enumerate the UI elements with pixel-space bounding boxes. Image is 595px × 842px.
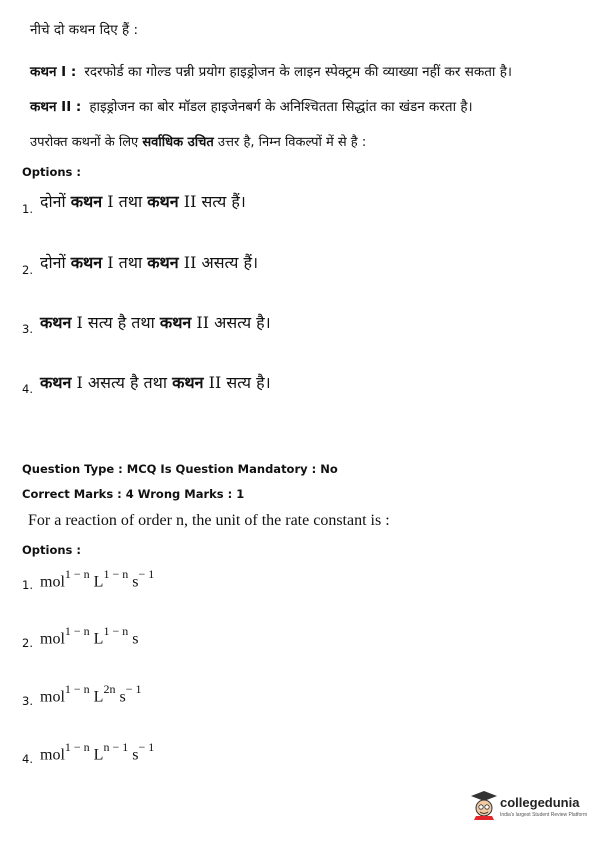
q1-option-1[interactable]: दोनों कथन I तथा कथन II सत्य हैं। <box>40 192 246 211</box>
q2-option-4[interactable]: mol$^{1 - n}$ $L^{n - 1}$ $s^{- 1}$ <box>40 740 155 764</box>
q1-intro: नीचे दो कथन दिए हैं : <box>30 22 139 38</box>
q1-option-3-number: 3. <box>22 322 33 336</box>
q1-prompt: उपरोक्त कथनों के लिए सर्वाधिक उचित उत्तर है, निम्न विकल्पों में से है : <box>30 135 367 150</box>
q2-option-4-number: 4. <box>22 752 33 766</box>
q2-meta-marks: Correct Marks : 4 Wrong Marks : 1 <box>22 487 245 501</box>
q1-options-label: Options : <box>22 165 81 179</box>
q2-option-1[interactable]: mol$^{1 - n}$ $L^{1 - n}$ $s^{- 1}$ <box>40 567 155 591</box>
q2-meta-type: Question Type : MCQ Is Question Mandatory : No <box>22 462 338 476</box>
mascot-logo-icon <box>470 790 498 820</box>
statement-1 <box>30 62 512 80</box>
statement-1-label: कथन I : <box>30 64 77 80</box>
q1-option-2[interactable]: दोनों कथन I तथा कथन II असत्य हैं। <box>40 253 259 272</box>
q1-option-2-number: 2. <box>22 263 33 277</box>
q1-option-4[interactable]: कथन I असत्य है तथा कथन II सत्य है। <box>40 373 271 392</box>
q1-option-3[interactable]: कथन I सत्य है तथा कथन II असत्य है। <box>40 313 271 332</box>
q2-options-label: Options : <box>22 543 81 557</box>
brand-name: collegedunia <box>500 795 580 810</box>
statement-2-text: हाइड्रोजन का बोर मॉडल हाइजेनबर्ग के अनिश्चितता सिद्धांत का खंडन करता है। <box>89 99 473 115</box>
q2-option-3-number: 3. <box>22 694 33 708</box>
q2-option-2[interactable]: mol$^{1 - n}$ $L^{1 - n}$ s <box>40 624 139 648</box>
q1-option-1-number: 1. <box>22 202 33 216</box>
q2-option-2-number: 2. <box>22 636 33 650</box>
q2-option-1-number: 1. <box>22 578 33 592</box>
statement-1-text: रदरफोर्ड का गोल्ड पन्नी प्रयोग हाइड्रोजन के लाइन स्पेक्ट्रम की व्याख्या नहीं कर सकता है। <box>84 64 512 80</box>
statement-2 <box>30 97 473 115</box>
q2-question: For a reaction of order n, the unit of the rate constant is : <box>28 512 390 529</box>
statement-2-label: कथन II : <box>30 99 82 115</box>
brand-tagline: India's largest Student Review Platform <box>500 812 588 818</box>
q2-option-3[interactable]: mol$^{1 - n}$ $L^{2n}$ $s^{- 1}$ <box>40 682 142 706</box>
q1-option-4-number: 4. <box>22 382 33 396</box>
